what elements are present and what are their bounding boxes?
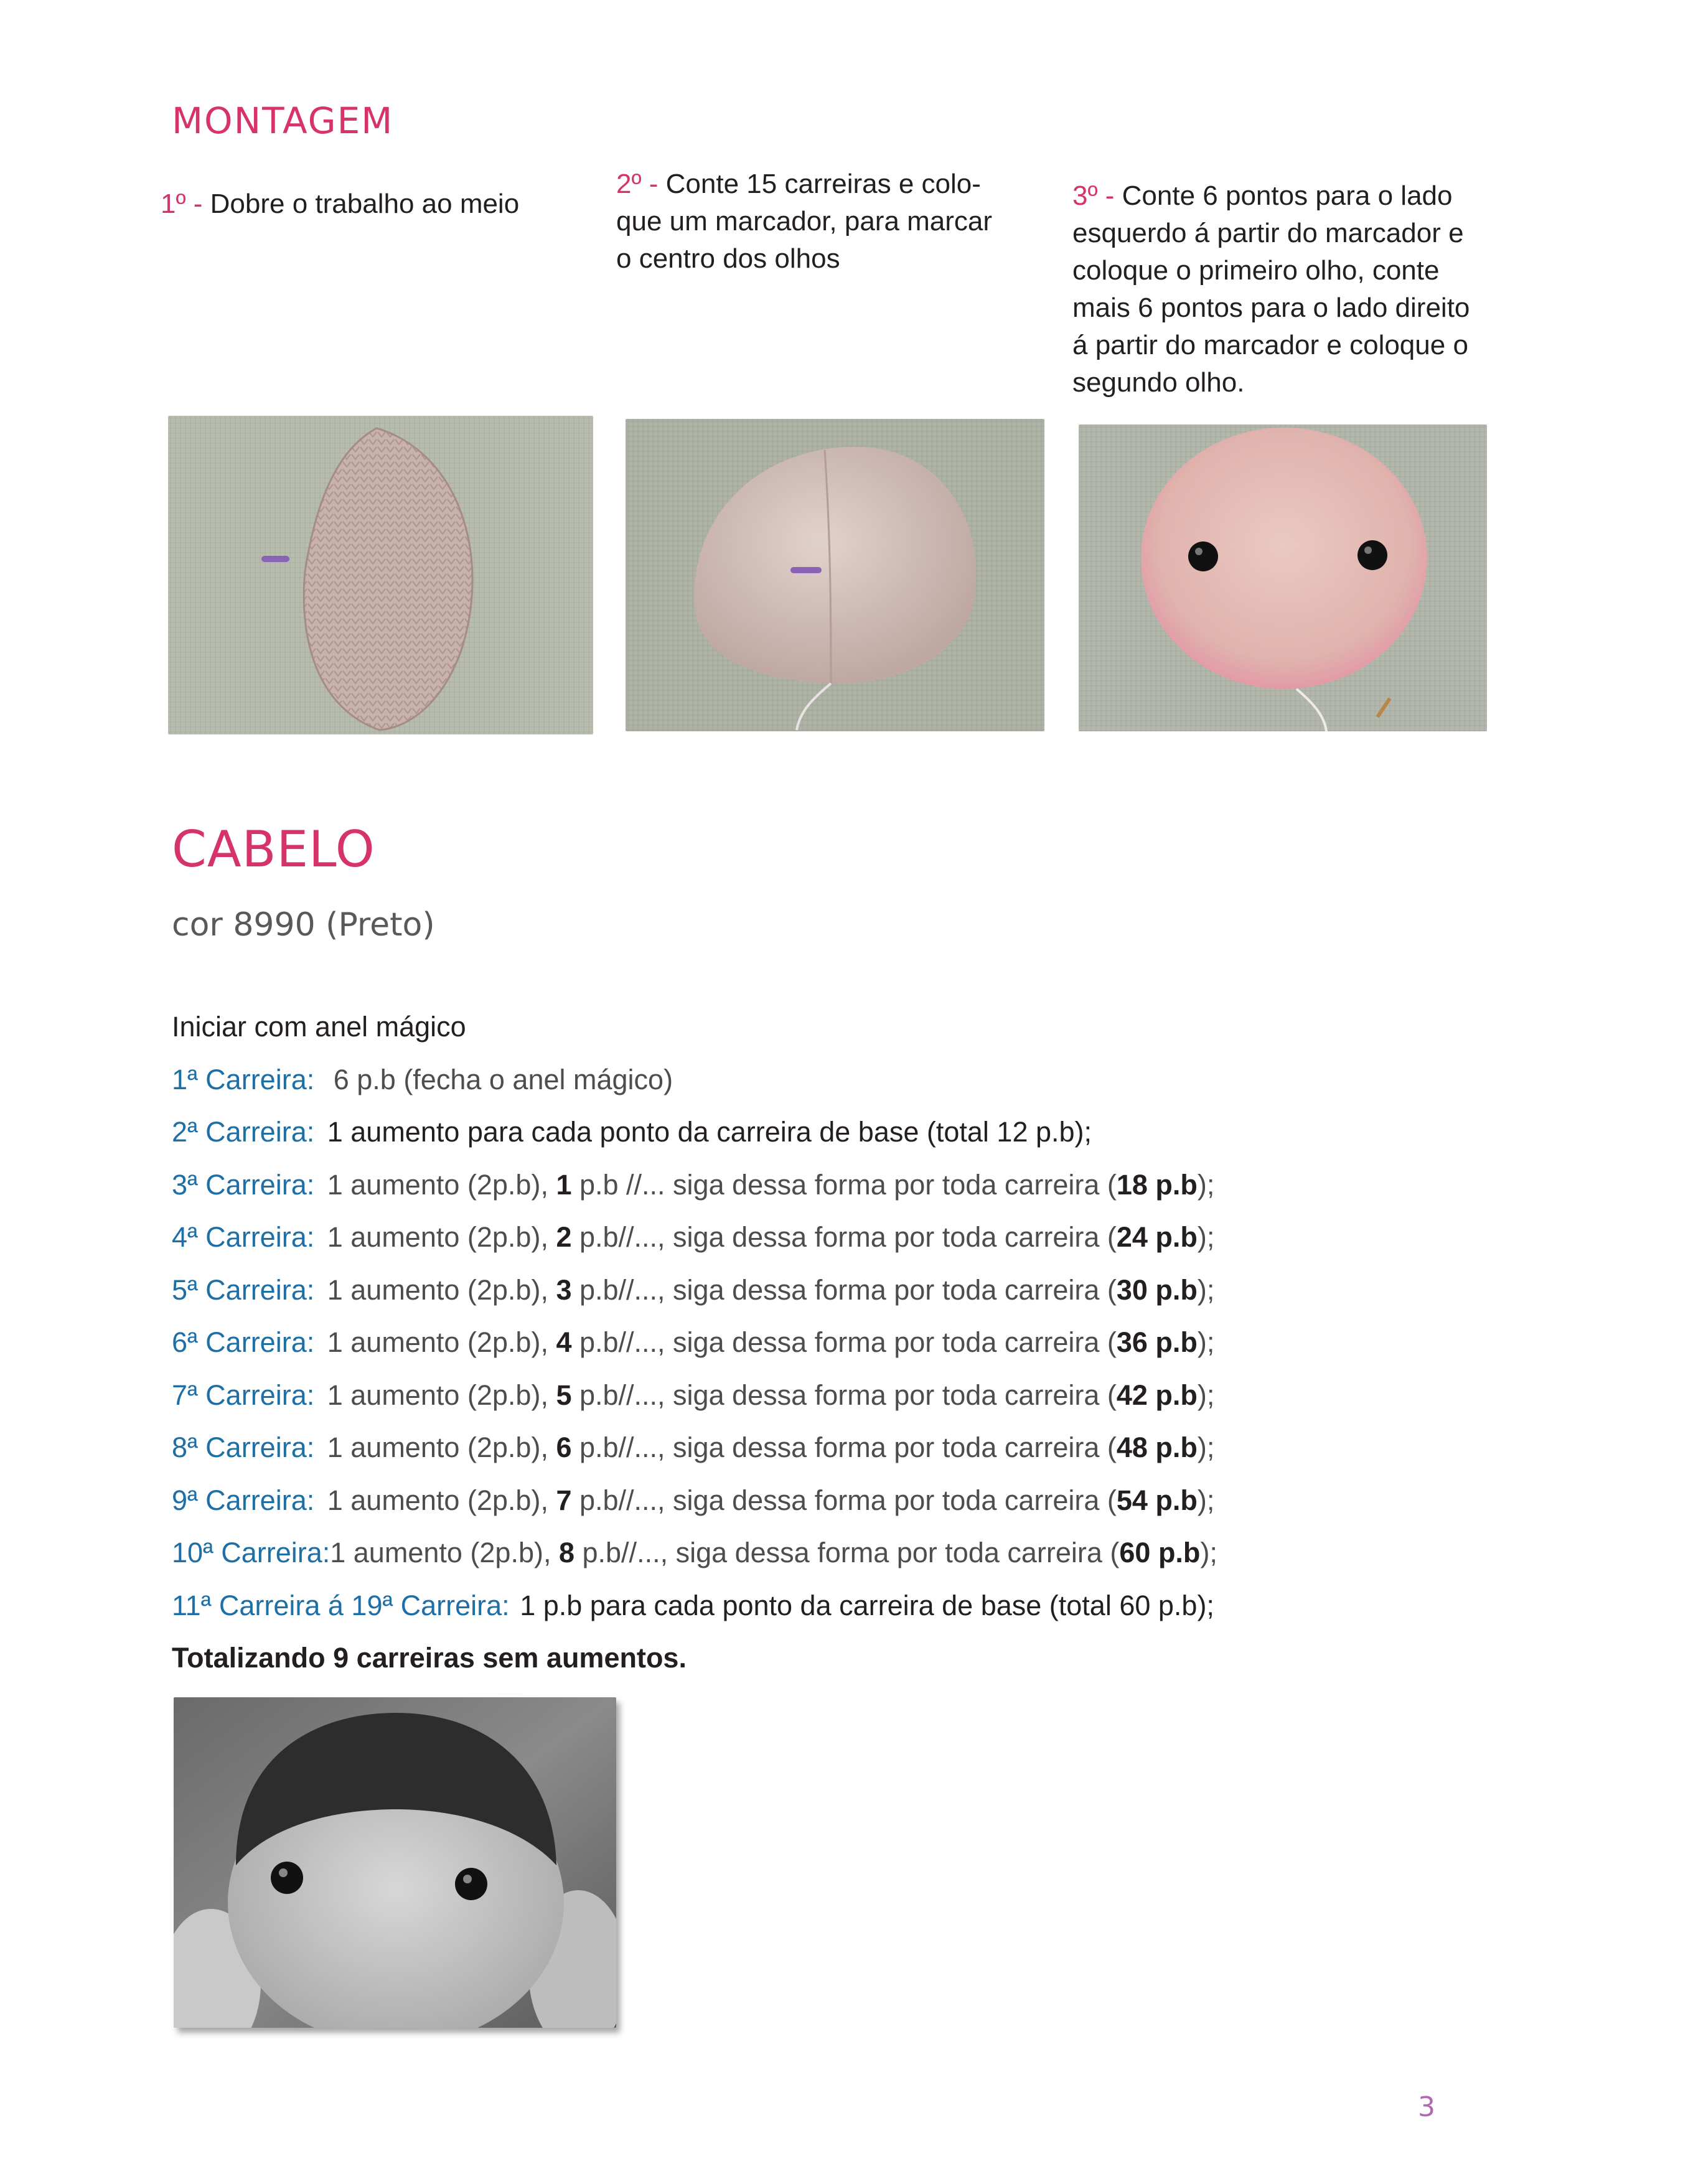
row-label: 9ª Carreira: bbox=[172, 1484, 315, 1516]
row-label: 5ª Carreira: bbox=[172, 1273, 315, 1306]
row-label: 1ª Carreira: bbox=[172, 1063, 315, 1095]
step-2-line-3: o centro dos olhos bbox=[616, 243, 840, 274]
instruction-row-6: 6ª Carreira: 1 aumento (2p.b), 4 p.b//..., siga dessa forma por toda carreira (36 p.b); bbox=[172, 1326, 1215, 1358]
step-3-line-6: segundo olho. bbox=[1072, 367, 1245, 398]
row-label: 10ª Carreira: bbox=[172, 1537, 331, 1568]
page-number: 3 bbox=[1418, 2091, 1435, 2123]
instruction-row-10: 10ª Carreira:1 aumento (2p.b), 8 p.b//..., siga dessa forma por toda carreira (60 p.b); bbox=[172, 1537, 1217, 1568]
instruction-intro: Iniciar com anel mágico bbox=[172, 1011, 466, 1043]
photo-marker-placed bbox=[626, 419, 1044, 731]
instruction-row-3: 3ª Carreira: 1 aumento (2p.b), 1 p.b //... siga dessa forma por toda carreira (18 p.b); bbox=[172, 1168, 1215, 1201]
instruction-row-1 bbox=[172, 1061, 1217, 1114]
row-label: 2ª Carreira: bbox=[172, 1116, 315, 1148]
step-3-line-2: esquerdo á partir do marcador e bbox=[1072, 218, 1464, 248]
step-3-line-4: mais 6 pontos para o lado direito bbox=[1072, 293, 1470, 323]
row-text: 6 p.b (fecha o anel mágico) bbox=[333, 1063, 673, 1095]
section-title-cabelo: CABELO bbox=[172, 820, 375, 878]
step-3-line-5: á partir do marcador e coloque o bbox=[1072, 330, 1468, 360]
row-text: 1 aumento para cada ponto da carreira de base (total 12 p.b); bbox=[327, 1116, 1092, 1148]
row-label: 8ª Carreira: bbox=[172, 1432, 315, 1463]
step-2-line-2: que um marcador, para marcar bbox=[616, 206, 993, 237]
instruction-row-2 bbox=[172, 1113, 1217, 1166]
instruction-row-4: 4ª Carreira: 1 aumento (2p.b), 2 p.b//..., siga dessa forma por toda carreira (24 p.b); bbox=[172, 1221, 1215, 1253]
step-2-line-1: Conte 15 carreiras e colo- bbox=[665, 169, 981, 199]
step-3-line-1: Conte 6 pontos para o lado bbox=[1122, 180, 1453, 211]
instruction-row-11-19 bbox=[172, 1587, 1217, 1640]
photo-folded-work bbox=[168, 416, 593, 734]
instructions-list bbox=[172, 1008, 1217, 1692]
photo-hair-result bbox=[174, 1697, 616, 2028]
instruction-summary: Totalizando 9 carreiras sem aumentos. bbox=[172, 1642, 687, 1674]
instruction-row-8: 8ª Carreira: 1 aumento (2p.b), 6 p.b//..., siga dessa forma por toda carreira (48 p.b); bbox=[172, 1432, 1215, 1463]
step-2-number: 2º - bbox=[616, 169, 659, 199]
row-label: 3ª Carreira: bbox=[172, 1168, 315, 1201]
instruction-row-7: 7ª Carreira: 1 aumento (2p.b), 5 p.b//..., siga dessa forma por toda carreira (42 p.b); bbox=[172, 1379, 1215, 1411]
yarn-color: cor 8990 (Preto) bbox=[172, 906, 435, 944]
step-1-number: 1º - bbox=[161, 189, 203, 219]
step-1-text: Dobre o trabalho ao meio bbox=[210, 189, 520, 219]
row-label: 4ª Carreira: bbox=[172, 1221, 315, 1253]
section-title-montagem: MONTAGEM bbox=[172, 100, 394, 142]
row-label: 11ª Carreira á 19ª Carreira: bbox=[172, 1589, 510, 1621]
step-2 bbox=[616, 166, 1052, 278]
row-label: 6ª Carreira: bbox=[172, 1326, 315, 1358]
row-label: 7ª Carreira: bbox=[172, 1379, 315, 1411]
instruction-row-5: 5ª Carreira: 1 aumento (2p.b), 3 p.b//..., siga dessa forma por toda carreira (30 p.b); bbox=[172, 1273, 1215, 1306]
step-3-line-3: coloque o primeiro olho, conte bbox=[1072, 255, 1440, 286]
row-text: 1 p.b para cada ponto da carreira de base (total 60 p.b); bbox=[520, 1589, 1214, 1621]
step-3 bbox=[1072, 177, 1545, 401]
instruction-row-9: 9ª Carreira: 1 aumento (2p.b), 7 p.b//..., siga dessa forma por toda carreira (54 p.b); bbox=[172, 1484, 1215, 1516]
photo-eyes-placed bbox=[1079, 424, 1487, 731]
step-3-number: 3º - bbox=[1072, 180, 1115, 211]
step-1 bbox=[161, 185, 559, 223]
